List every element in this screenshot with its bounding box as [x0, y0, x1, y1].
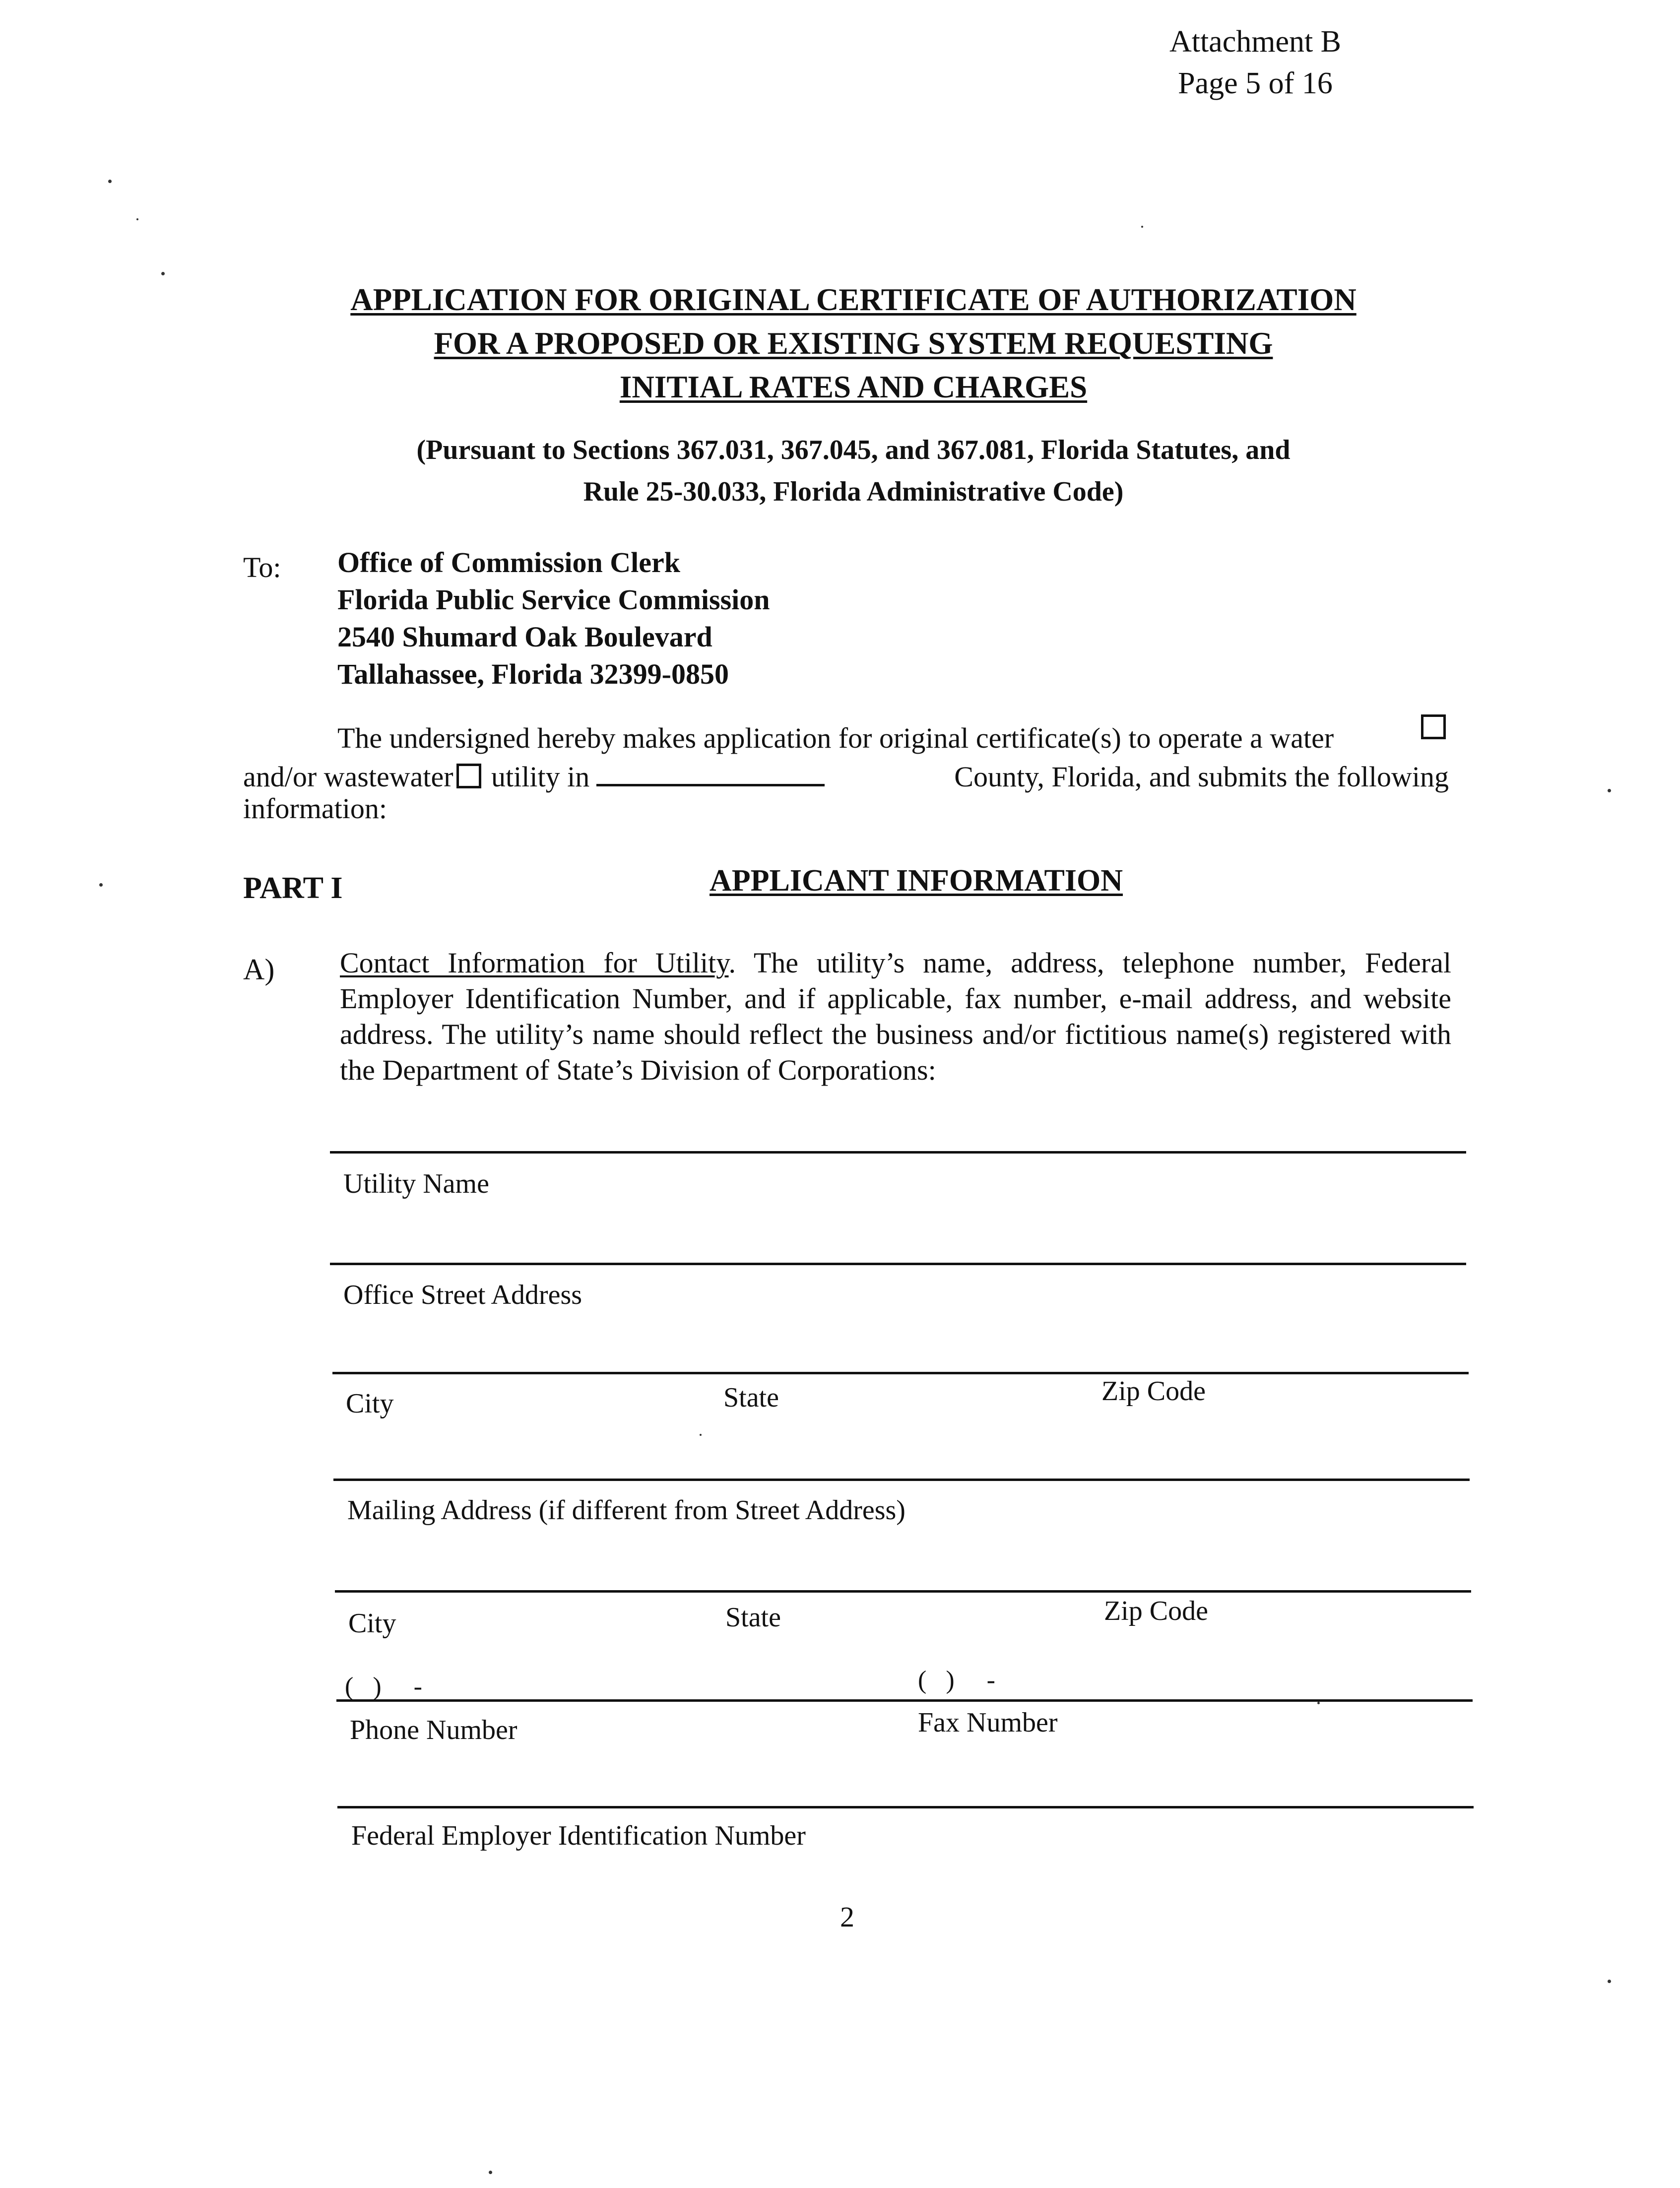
item-a-body: . The utility’s name, address, telephone number, Federal Employer Identification Number, and if applicable, fax number, e-mail address, and website address. The utility’s name should reflect the business and/or fictitious name(s) registered with the Department of State’s Division of Corporations:	[340, 947, 1451, 1086]
intro-text-3: utility in	[491, 761, 590, 793]
to-label: To:	[243, 551, 281, 583]
phone-number-label: Phone Number	[350, 1715, 517, 1745]
fax-mask: ( ) -	[918, 1666, 995, 1694]
zip-label-2: Zip Code	[1104, 1596, 1208, 1626]
intro-paragraph	[243, 714, 1449, 825]
state-label-2: State	[725, 1602, 781, 1633]
addressee-line-4: Tallahassee, Florida 32399-0850	[337, 658, 729, 690]
page-number: 2	[840, 1901, 854, 1933]
page-of-label: Page 5 of 16	[1178, 66, 1333, 100]
scan-speck	[1608, 1980, 1611, 1983]
utility-name-line[interactable]	[330, 1151, 1466, 1154]
document-title	[298, 278, 1409, 409]
city-state-zip-line-1[interactable]	[332, 1372, 1469, 1374]
title-line-3: INITIAL RATES AND CHARGES	[619, 370, 1088, 404]
fein-line[interactable]	[337, 1806, 1474, 1808]
scan-speck	[108, 180, 112, 183]
statute-line-1: (Pursuant to Sections 367.031, 367.045, and 367.081, Florida Statutes, and	[416, 435, 1291, 465]
intro-text-4: County, Florida, and submits the following	[954, 761, 1449, 793]
addressee-line-2: Florida Public Service Commission	[337, 583, 770, 616]
scan-speck	[1317, 1702, 1320, 1704]
city-label-2: City	[348, 1608, 396, 1639]
fein-label: Federal Employer Identification Number	[351, 1820, 806, 1851]
phone-mask: ( ) -	[345, 1673, 422, 1701]
addressee-line-1: Office of Commission Clerk	[337, 546, 681, 579]
part-label: PART I	[243, 871, 343, 905]
phone-fax-line[interactable]	[336, 1699, 1473, 1702]
office-street-address-line[interactable]	[330, 1263, 1466, 1265]
mailing-address-line[interactable]	[333, 1479, 1470, 1481]
scan-speck	[1141, 226, 1143, 228]
intro-text-1: The undersigned hereby makes application for original certificate(s) to operate a water	[337, 722, 1334, 754]
city-label-1: City	[346, 1388, 394, 1419]
item-letter: A)	[243, 953, 275, 986]
scan-speck	[489, 2171, 492, 2174]
intro-text-5: information:	[243, 792, 387, 825]
part-title: APPLICANT INFORMATION	[710, 864, 1123, 898]
scan-speck	[99, 883, 103, 887]
attachment-label: Attachment B	[1169, 25, 1342, 59]
statute-reference	[298, 429, 1409, 513]
fax-number-label: Fax Number	[918, 1707, 1058, 1738]
attachment-header	[1151, 21, 1359, 104]
addressee-line-3: 2540 Shumard Oak Boulevard	[337, 621, 712, 653]
addressee-block	[337, 544, 770, 693]
zip-label-1: Zip Code	[1101, 1376, 1206, 1407]
title-line-2: FOR A PROPOSED OR EXISTING SYSTEM REQUESTING	[434, 326, 1273, 361]
state-label-1: State	[723, 1382, 779, 1413]
title-line-1: APPLICATION FOR ORIGINAL CERTIFICATE OF AUTHORIZATION	[350, 282, 1357, 317]
county-blank-field[interactable]	[596, 764, 825, 786]
mailing-address-label: Mailing Address (if different from Street Address)	[347, 1495, 905, 1526]
scan-speck	[700, 1434, 702, 1436]
city-state-zip-line-2[interactable]	[335, 1590, 1471, 1593]
statute-line-2: Rule 25-30.033, Florida Administrative Code)	[583, 476, 1124, 507]
wastewater-checkbox[interactable]	[456, 764, 481, 788]
item-a-lead: Contact Information for Utility	[340, 947, 729, 979]
water-checkbox[interactable]	[1421, 714, 1446, 739]
utility-name-label: Utility Name	[343, 1168, 489, 1199]
scan-speck	[1608, 789, 1611, 792]
intro-text-2: and/or wastewater	[243, 761, 453, 793]
office-street-address-label: Office Street Address	[343, 1280, 582, 1310]
item-a-text	[340, 945, 1451, 1088]
scan-speck	[136, 218, 138, 220]
scan-speck	[161, 272, 165, 275]
